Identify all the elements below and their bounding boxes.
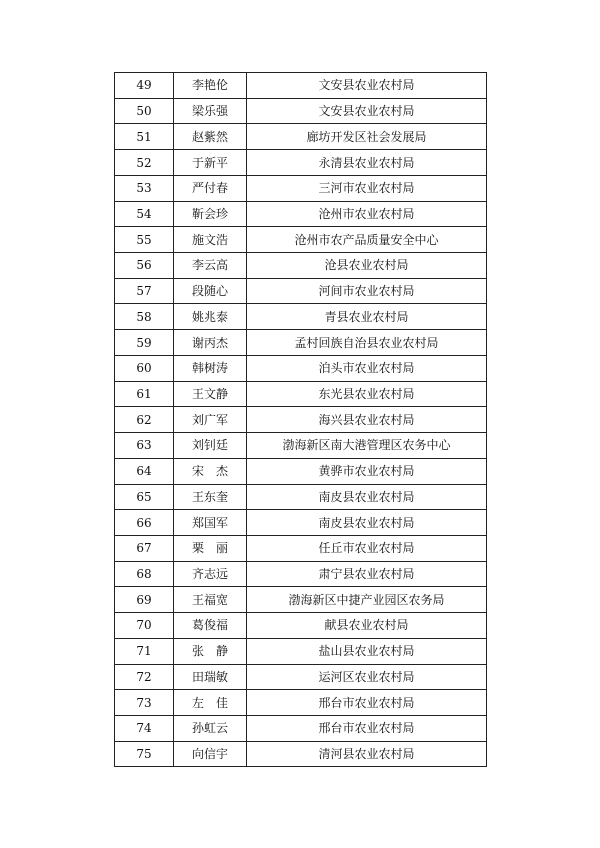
person-name-cell: 梁乐强 (174, 98, 247, 124)
table-row (115, 715, 487, 741)
organization-cell: 清河县农业农村局 (247, 741, 487, 767)
personnel-table (114, 72, 487, 767)
person-name-cell: 赵紫然 (174, 124, 247, 150)
table-row (115, 124, 487, 150)
person-name-cell: 张 静 (174, 638, 247, 664)
organization-cell: 邢台市农业农村局 (247, 690, 487, 716)
table-row (115, 98, 487, 124)
organization-cell: 献县农业农村局 (247, 613, 487, 639)
table-row (115, 741, 487, 767)
table-row (115, 330, 487, 356)
person-name-cell: 谢丙杰 (174, 330, 247, 356)
row-number-cell: 52 (115, 150, 174, 176)
row-number-cell: 55 (115, 227, 174, 253)
person-name-cell: 施文浩 (174, 227, 247, 253)
organization-cell: 运河区农业农村局 (247, 664, 487, 690)
person-name-cell: 葛俊福 (174, 613, 247, 639)
organization-cell: 沧州市农产品质量安全中心 (247, 227, 487, 253)
table-row (115, 175, 487, 201)
table-row (115, 304, 487, 330)
table-row (115, 510, 487, 536)
table-row (115, 150, 487, 176)
organization-cell: 文安县农业农村局 (247, 98, 487, 124)
row-number-cell: 68 (115, 561, 174, 587)
row-number-cell: 51 (115, 124, 174, 150)
person-name-cell: 田瑞敏 (174, 664, 247, 690)
row-number-cell: 67 (115, 535, 174, 561)
row-number-cell: 50 (115, 98, 174, 124)
row-number-cell: 75 (115, 741, 174, 767)
organization-cell: 永清县农业农村局 (247, 150, 487, 176)
personnel-table-body (115, 73, 487, 767)
table-row (115, 535, 487, 561)
row-number-cell: 69 (115, 587, 174, 613)
row-number-cell: 57 (115, 278, 174, 304)
organization-cell: 邢台市农业农村局 (247, 715, 487, 741)
person-name-cell: 栗 丽 (174, 535, 247, 561)
row-number-cell: 49 (115, 73, 174, 99)
person-name-cell: 王文静 (174, 381, 247, 407)
table-row (115, 278, 487, 304)
organization-cell: 任丘市农业农村局 (247, 535, 487, 561)
table-row (115, 253, 487, 279)
organization-cell: 河间市农业农村局 (247, 278, 487, 304)
row-number-cell: 71 (115, 638, 174, 664)
row-number-cell: 56 (115, 253, 174, 279)
row-number-cell: 59 (115, 330, 174, 356)
organization-cell: 青县农业农村局 (247, 304, 487, 330)
organization-cell: 盐山县农业农村局 (247, 638, 487, 664)
organization-cell: 渤海新区中捷产业园区农务局 (247, 587, 487, 613)
row-number-cell: 66 (115, 510, 174, 536)
table-row (115, 664, 487, 690)
organization-cell: 海兴县农业农村局 (247, 407, 487, 433)
row-number-cell: 54 (115, 201, 174, 227)
row-number-cell: 65 (115, 484, 174, 510)
organization-cell: 南皮县农业农村局 (247, 484, 487, 510)
organization-cell: 东光县农业农村局 (247, 381, 487, 407)
row-number-cell: 74 (115, 715, 174, 741)
row-number-cell: 72 (115, 664, 174, 690)
person-name-cell: 郑国军 (174, 510, 247, 536)
organization-cell: 孟村回族自治县农业农村局 (247, 330, 487, 356)
person-name-cell: 刘钊廷 (174, 433, 247, 459)
row-number-cell: 73 (115, 690, 174, 716)
person-name-cell: 王福宽 (174, 587, 247, 613)
row-number-cell: 70 (115, 613, 174, 639)
table-row (115, 690, 487, 716)
row-number-cell: 62 (115, 407, 174, 433)
person-name-cell: 韩树涛 (174, 355, 247, 381)
person-name-cell: 王东奎 (174, 484, 247, 510)
table-row (115, 407, 487, 433)
table-row (115, 355, 487, 381)
person-name-cell: 向信宇 (174, 741, 247, 767)
table-row (115, 613, 487, 639)
table-row (115, 73, 487, 99)
row-number-cell: 64 (115, 458, 174, 484)
person-name-cell: 李艳伦 (174, 73, 247, 99)
table-row (115, 458, 487, 484)
person-name-cell: 李云高 (174, 253, 247, 279)
person-name-cell: 宋 杰 (174, 458, 247, 484)
organization-cell: 黄骅市农业农村局 (247, 458, 487, 484)
organization-cell: 泊头市农业农村局 (247, 355, 487, 381)
person-name-cell: 孙虹云 (174, 715, 247, 741)
table-row (115, 587, 487, 613)
table-row (115, 561, 487, 587)
person-name-cell: 于新平 (174, 150, 247, 176)
table-row (115, 638, 487, 664)
person-name-cell: 姚兆泰 (174, 304, 247, 330)
organization-cell: 三河市农业农村局 (247, 175, 487, 201)
organization-cell: 廊坊开发区社会发展局 (247, 124, 487, 150)
table-row (115, 433, 487, 459)
organization-cell: 南皮县农业农村局 (247, 510, 487, 536)
person-name-cell: 左 佳 (174, 690, 247, 716)
table-row (115, 201, 487, 227)
person-name-cell: 刘广军 (174, 407, 247, 433)
row-number-cell: 61 (115, 381, 174, 407)
organization-cell: 肃宁县农业农村局 (247, 561, 487, 587)
organization-cell: 渤海新区南大港管理区农务中心 (247, 433, 487, 459)
row-number-cell: 60 (115, 355, 174, 381)
person-name-cell: 齐志远 (174, 561, 247, 587)
organization-cell: 文安县农业农村局 (247, 73, 487, 99)
row-number-cell: 58 (115, 304, 174, 330)
table-row (115, 227, 487, 253)
table-row (115, 484, 487, 510)
person-name-cell: 段随心 (174, 278, 247, 304)
organization-cell: 沧州市农业农村局 (247, 201, 487, 227)
person-name-cell: 靳会珍 (174, 201, 247, 227)
row-number-cell: 63 (115, 433, 174, 459)
organization-cell: 沧县农业农村局 (247, 253, 487, 279)
person-name-cell: 严付春 (174, 175, 247, 201)
row-number-cell: 53 (115, 175, 174, 201)
table-row (115, 381, 487, 407)
